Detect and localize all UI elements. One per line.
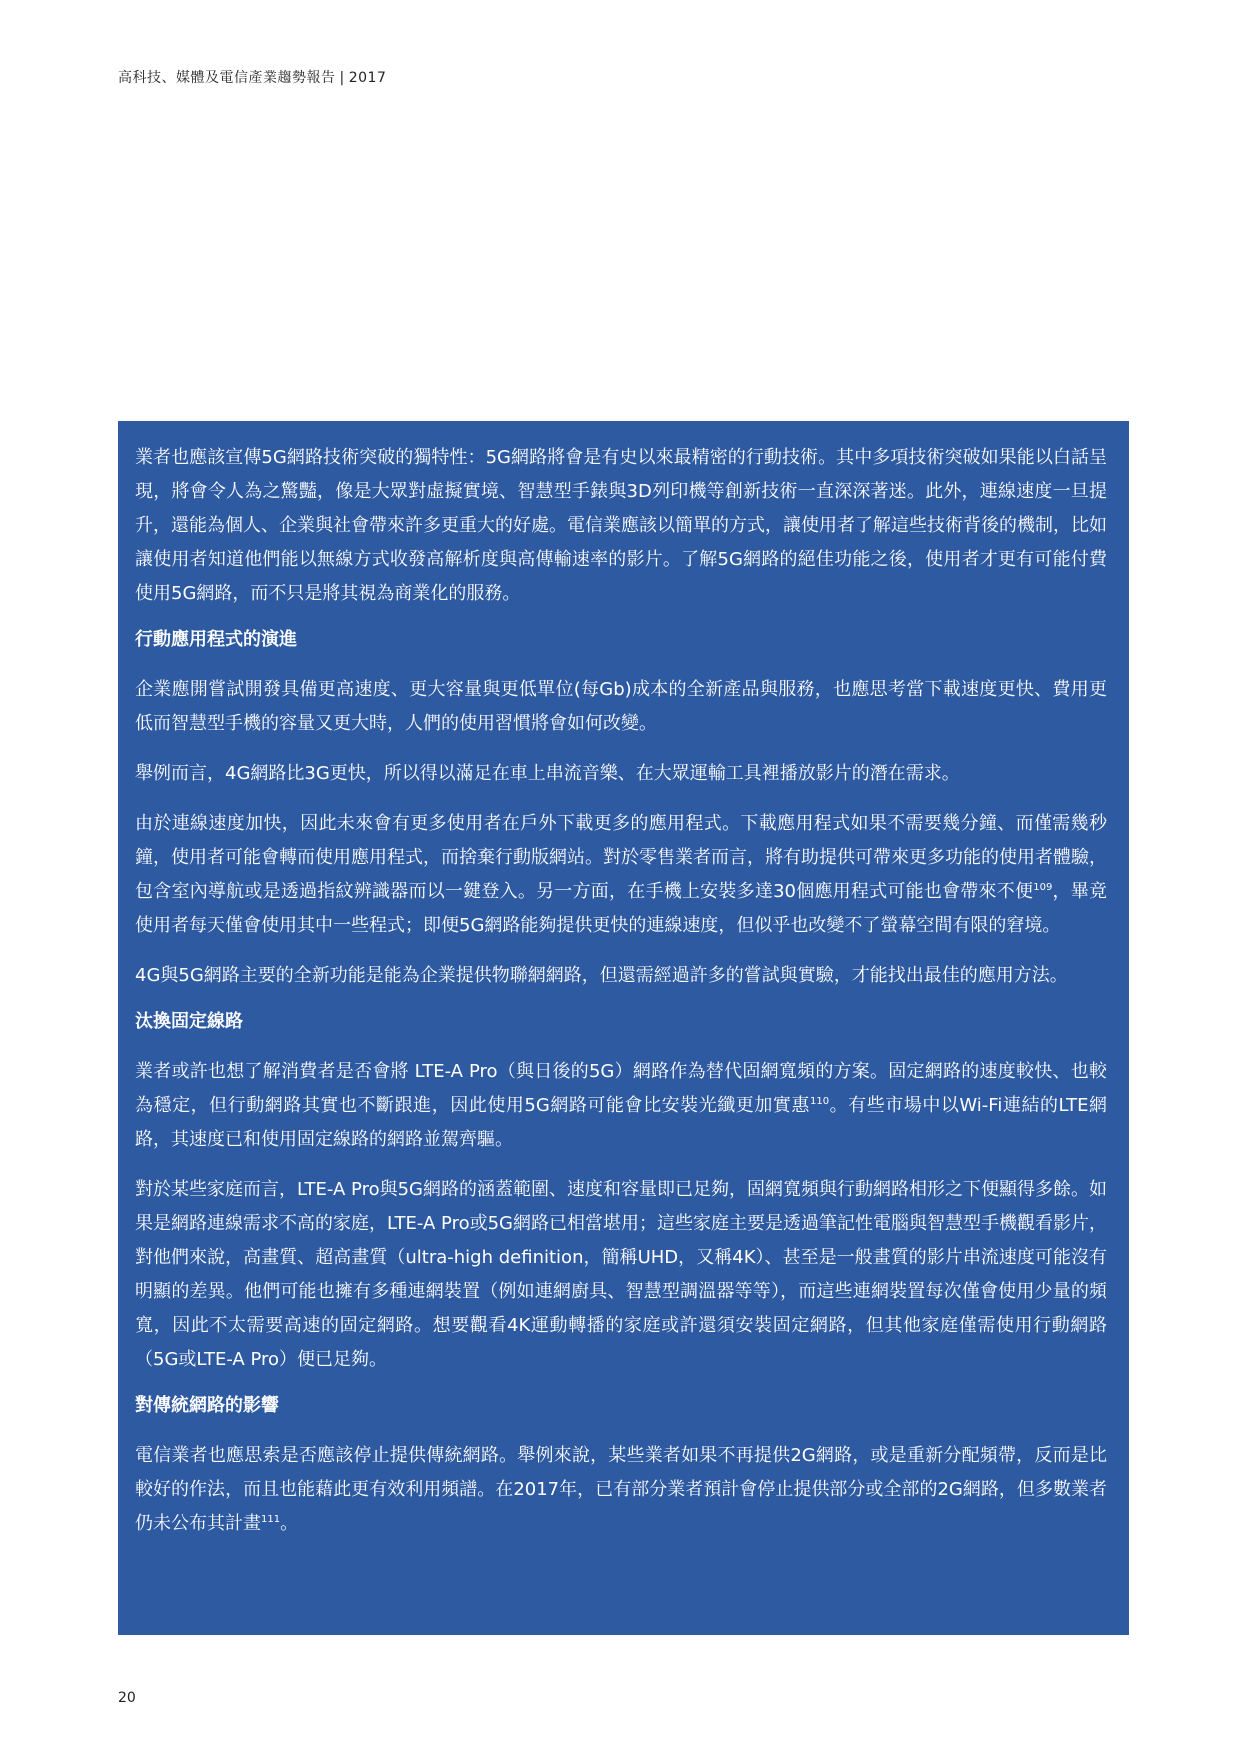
header-separator: | bbox=[339, 70, 345, 86]
intro-paragraph: 業者也應該宣傳5G網路技術突破的獨特性：5G網路將會是有史以來最精密的行動技術。其中多項技術突破如果能以白話呈現，將會令人為之驚豔，像是大眾對虛擬實境、智慧型手錶與3D列印機等創新技術一直深深著迷。此外，連線速度一旦提升，還能為個人、企業與社會帶來許多更重大的好處。電信業應該以簡單的方式，讓使用者了解這些技術背後的機制，比如讓使用者知道他們能以無線方式收發高解析度與高傳輸速率的影片。了解5G網路的絕佳功能之後，使用者才更有可能付費使用5G網路，而不只是將其視為商業化的服務。 bbox=[135, 447, 1107, 604]
footnote-ref-111: 111 bbox=[261, 1514, 281, 1525]
paragraph-mobile-apps-4: 4G與5G網路主要的全新功能是能為企業提供物聯網網路，但還需經過許多的嘗試與實驗，才能找出最佳的應用方法。 bbox=[135, 965, 1068, 986]
paragraph-legacy-network-1 bbox=[135, 1439, 1107, 1541]
footnote-ref-109: 109 bbox=[1033, 882, 1053, 893]
section-heading-legacy-network: 對傳統網路的影響 bbox=[135, 1395, 279, 1416]
paragraph-mobile-apps-1: 企業應開嘗試開發具備更高速度、更大容量與更低單位(每Gb)成本的全新產品與服務，也應思考當下載速度更快、費用更低而智慧型手機的容量又更大時，人們的使用習慣將會如何改變。 bbox=[135, 679, 1107, 734]
highlight-panel bbox=[118, 421, 1129, 1635]
paragraph-text: 。 bbox=[280, 1513, 299, 1534]
paragraph-text: ，畢竟使用者每天僅會使用其中一些程式；即便5G網路能夠提供更快的連線速度，但似乎也改變不了螢幕空間有限的窘境。 bbox=[135, 881, 1108, 936]
paragraph-fixed-line-1 bbox=[135, 1055, 1107, 1157]
paragraph-text: 由於連線速度加快，因此未來會有更多使用者在戶外下載更多的應用程式。下載應用程式如果不需要幾分鐘、而僅需幾秒鐘，使用者可能會轉而使用應用程式，而捨棄行動版網站。對於零售業者而言，將有助提供可帶來更多功能的使用者體驗，包含室內導航或是透過指紋辨識器而以一鍵登入。另一方面，在手機上安裝多達30個應用程式可能也會帶來不便 bbox=[135, 813, 1107, 902]
page-number: 20 bbox=[118, 1690, 136, 1706]
paragraph-mobile-apps-3 bbox=[135, 807, 1107, 943]
paragraph-text: 業者或許也想了解消費者是否會將 LTE-A Pro（與日後的5G）網路作為替代固網寬頻的方案。固定網路的速度較快、也較為穩定，但行動網路其實也不斷跟進，因此使用5G網路可能會比安裝光纖更加實惠 bbox=[135, 1061, 1107, 1116]
section-heading-mobile-apps: 行動應用程式的演進 bbox=[135, 629, 297, 650]
report-year: 2017 bbox=[348, 70, 387, 86]
section-heading-fixed-line: 汰換固定線路 bbox=[135, 1011, 243, 1032]
paragraph-fixed-line-2: 對於某些家庭而言，LTE-A Pro與5G網路的涵蓋範圍、速度和容量即已足夠，固網寬頻與行動網路相形之下便顯得多餘。如果是網路連線需求不高的家庭，LTE-A Pro或5G網路已相當堪用；這些家庭主要是透過筆記性電腦與智慧型手機觀看影片，對他們來說，高畫質、超高畫質（ultra-high definition，簡稱UHD，又稱4K）、甚至是一般畫質的影片串流速度可能沒有明顯的差異。他們可能也擁有多種連網裝置（例如連網廚具、智慧型調溫器等等），而這些連網裝置每次僅會使用少量的頻寬，因此不太需要高速的固定網路。想要觀看4K運動轉播的家庭或許還須安裝固定網路，但其他家庭僅需使用行動網路（5G或LTE-A Pro）便已足夠。 bbox=[135, 1179, 1108, 1370]
report-title: 高科技、媒體及電信產業趨勢報告 bbox=[118, 70, 336, 86]
footnote-ref-110: 110 bbox=[809, 1096, 830, 1107]
page-header bbox=[118, 67, 386, 87]
paragraph-text: 電信業者也應思索是否應該停止提供傳統網路。舉例來說，某些業者如果不再提供2G網路，或是重新分配頻帶，反而是比較好的作法，而且也能藉此更有效利用頻譜。在2017年，已有部分業者預計會停止提供部分或全部的2G網路，但多數業者仍未公布其計畫 bbox=[135, 1445, 1107, 1534]
paragraph-text: 。有些市場中以Wi-Fi連結的LTE網路，其速度已和使用固定線路的網路並駕齊驅。 bbox=[135, 1095, 1107, 1150]
paragraph-mobile-apps-2: 舉例而言，4G網路比3G更快，所以得以滿足在車上串流音樂、在大眾運輸工具裡播放影片的潛在需求。 bbox=[135, 763, 960, 784]
